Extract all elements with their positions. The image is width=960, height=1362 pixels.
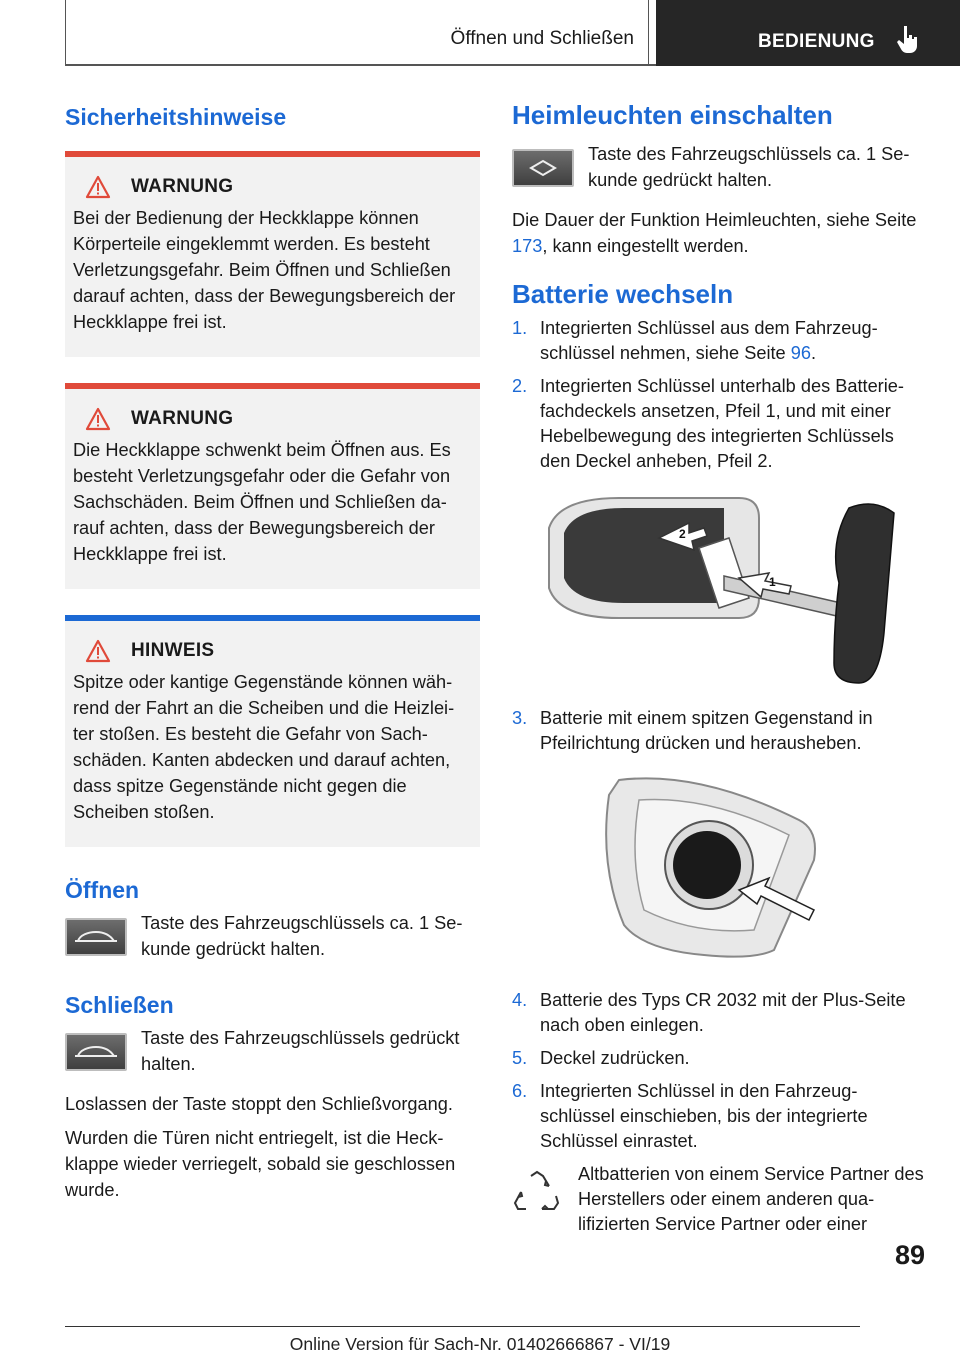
car-lock-key-icon [65,1033,127,1071]
open-title: Öffnen [65,877,140,903]
step-number: 1. [512,318,528,338]
home-light-text: Taste des Fahrzeugschlüssels ca. 1 Se-kunde gedrückt halten. [588,144,910,190]
right-column [512,100,925,1237]
step-number: 5. [512,1048,528,1068]
home-light-title: Heimleuchten einschalten [512,100,833,130]
key-illustration [529,488,909,688]
release-paragraph: Loslassen der Taste stoppt den Schließvorgang. [65,1094,453,1114]
arrow-2-label: 2 [678,527,686,541]
step-5 [512,1046,925,1071]
battery-title: Batterie wechseln [512,279,734,309]
open-key-row [65,910,480,962]
home-light-text-a: Die Dauer der Funktion Heimleuchten, siehe Seite [512,210,917,230]
page-number: 89 [894,1240,925,1270]
close-title: Schließen [65,992,174,1018]
home-light-key-row [512,141,925,193]
step-text: Integrierten Schlüssel aus dem Fahrzeug-schlüssel nehmen, siehe Seite [540,318,878,363]
battery-removal-figure [512,770,925,970]
warning-box-1 [65,151,480,357]
headlight-key-icon [512,149,574,187]
battery-illustration [589,770,849,970]
footer-text [0,1334,960,1355]
warning-label: WARNUNG [131,408,234,429]
page-link-173[interactable]: 173 [512,236,543,256]
warning-text: Bei der Bedienung der Heckklappe können Körperteile eingeklemmt werden. Es besteht Verletzungsgefahr. Beim Öffnen und Schließen darauf achten, dass der Bewegungsbereich der Heckklappe frei ist. [73,208,456,332]
battery-steps-final [512,988,925,1154]
battery-steps-continued [512,706,925,756]
recycling-icon [512,1168,562,1218]
step-3 [512,706,925,756]
warning-triangle-icon [85,407,111,431]
close-key-row [65,1025,480,1077]
step-number: 3. [512,708,528,728]
battery-steps [512,316,925,474]
safety-title: Sicherheitshinweise [65,104,287,130]
home-light-paragraph [512,207,925,259]
step-text: Batterie mit einem spitzen Gegenstand in Pfeilrichtung drücken und herausheben. [540,708,873,753]
warning-triangle-icon [85,639,111,663]
open-text: Taste des Fahrzeugschlüssels ca. 1 Se-kunde gedrückt halten. [141,913,463,959]
warning-label: WARNUNG [131,176,234,197]
step-text: Integrierten Schlüssel unterhalb des Batterie-fachdeckels ansetzen, Pfeil 1, und mit einer Hebelbewegung des integrierten Schlüssels den Deckel anheben, Pfeil 2. [540,376,904,471]
home-light-text-b: , kann eingestellt werden. [542,236,749,256]
left-column [65,100,480,1211]
close-text: Taste des Fahrzeugschlüssels gedrückt halten. [141,1028,460,1074]
step-2 [512,374,925,474]
warning-triangle-icon [85,175,111,199]
step-number: 2. [512,376,528,396]
section-label: BEDIENUNG [758,31,875,52]
note-text: Spitze oder kantige Gegenstände können wäh-rend der Fahrt an die Scheiben und die Heizlei-ter stoßen. Es besteht die Gefahr von Sach-schäden. Kanten abdecken und darauf achten, dass spitze Gegenstände nicht gegen die Scheiben stoßen. [73,672,455,822]
step-text: Integrierten Schlüssel in den Fahrzeug-schlüssel einschieben, bis der integrierte Schlüssel einrastet. [540,1081,868,1151]
step-text: Deckel zudrücken. [540,1048,690,1068]
recycling-note [512,1162,925,1237]
step-4 [512,988,925,1038]
note-box [65,615,480,847]
pointing-hand-icon [896,24,920,56]
recycling-text: Altbatterien von einem Service Partner des Herstellers oder einem anderen qua-lifizierten Service Partner oder einer [578,1164,924,1234]
car-unlock-key-icon [65,918,127,956]
step-6 [512,1079,925,1154]
relock-paragraph: Wurden die Türen nicht entriegelt, ist die Heck-klappe wieder verriegelt, sobald sie geschlossen wurde. [65,1128,456,1200]
warning-text: Die Heckklappe schwenkt beim Öffnen aus. Es besteht Verletzungsgefahr oder die Gefahr von Sachschäden. Beim Öffnen und Schließen da-rauf achten, dass der Bewegungsbereich der Heckklappe frei ist. [73,440,451,564]
page-link-96[interactable]: 96 [790,343,811,363]
step-text-end: . [810,343,817,363]
section-tab [656,0,960,66]
footer-rule [65,1326,860,1327]
chapter-title: Öffnen und Schließen [450,28,634,49]
arrow-1-label: 1 [768,575,776,589]
note-label: HINWEIS [131,640,215,661]
step-1 [512,316,925,366]
step-number: 6. [512,1081,528,1101]
header-border-mid [648,0,649,66]
step-number: 4. [512,990,528,1010]
online-version-text: Online Version für Sach-Nr. 01402666867 - VI/19 [289,1334,671,1354]
step-text: Batterie des Typs CR 2032 mit der Plus-Seite nach oben einlegen. [540,990,906,1035]
key-battery-cover-figure [512,488,925,688]
warning-box-2 [65,383,480,589]
